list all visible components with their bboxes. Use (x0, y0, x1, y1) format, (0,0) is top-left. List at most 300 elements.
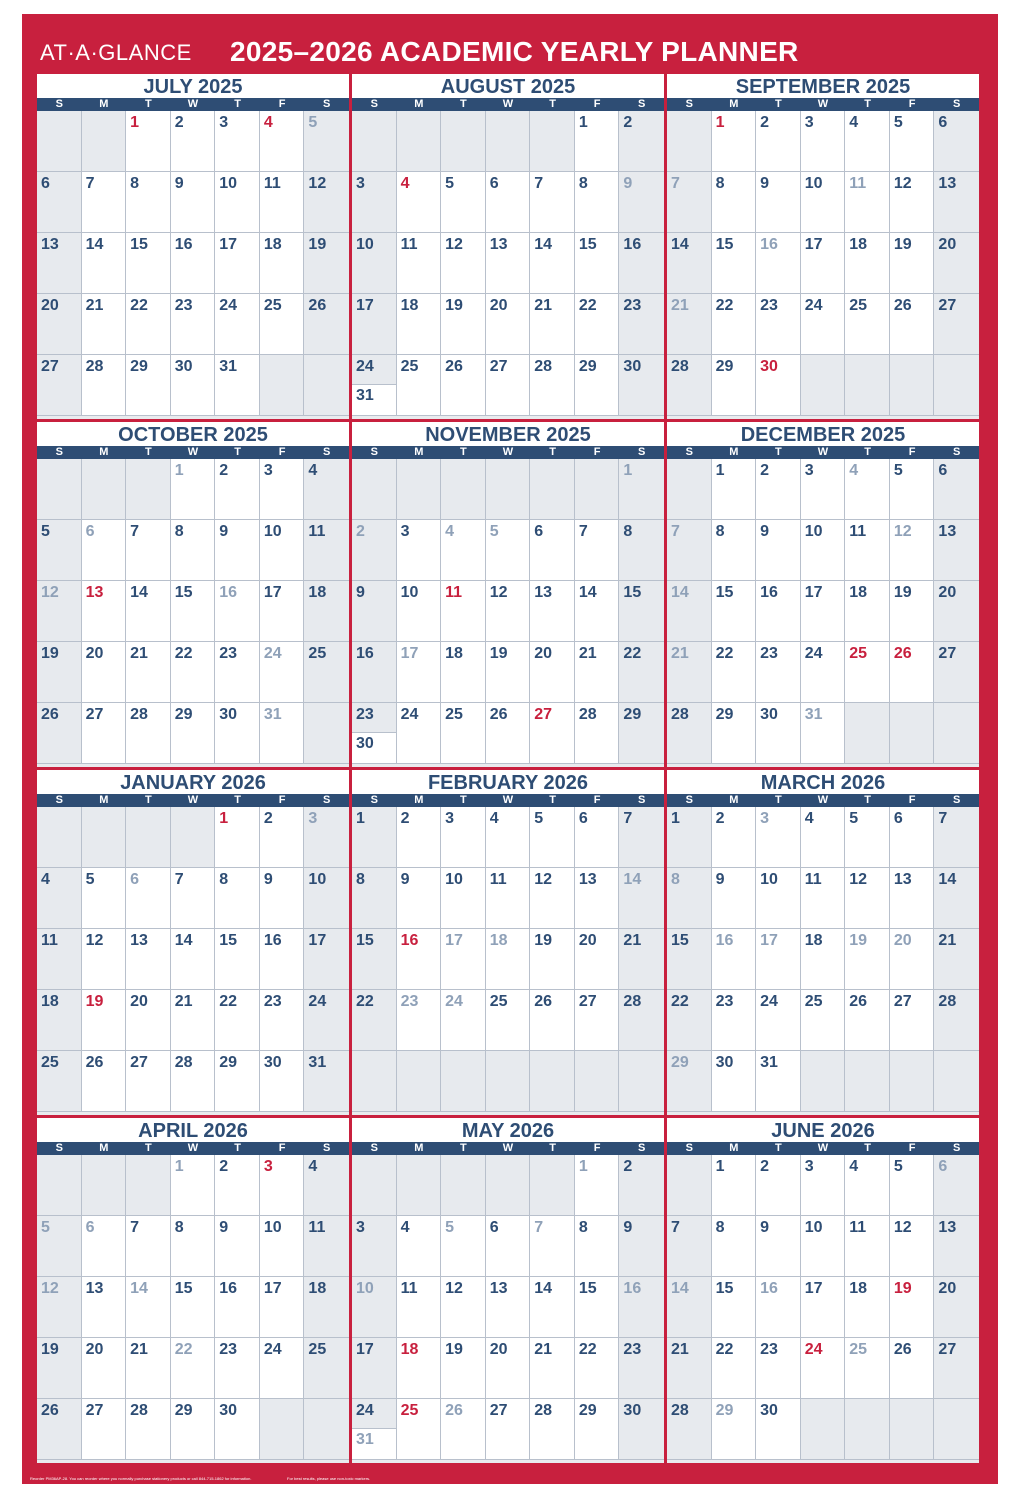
day-cell[interactable] (801, 294, 846, 355)
day-cell[interactable] (934, 642, 979, 703)
day-cell[interactable] (441, 294, 486, 355)
day-cell[interactable] (667, 1216, 712, 1277)
day-cell[interactable] (712, 868, 757, 929)
day-cell[interactable] (890, 233, 935, 294)
day-cell[interactable] (619, 581, 664, 642)
day-cell[interactable] (575, 1338, 620, 1399)
day-cell[interactable] (82, 1216, 127, 1277)
day-cell[interactable] (575, 990, 620, 1051)
day-cell[interactable] (756, 703, 801, 764)
day-cell[interactable] (667, 294, 712, 355)
day-cell[interactable] (441, 1277, 486, 1338)
day-cell[interactable] (619, 520, 664, 581)
day-cell[interactable] (801, 172, 846, 233)
day-cell[interactable] (801, 1155, 846, 1216)
day-cell[interactable] (397, 294, 442, 355)
day-cell[interactable] (126, 868, 171, 929)
day-cell[interactable] (712, 581, 757, 642)
day-cell[interactable] (304, 1277, 349, 1338)
day-cell[interactable] (171, 111, 216, 172)
day-cell[interactable] (530, 642, 575, 703)
day-cell[interactable] (215, 642, 260, 703)
day-cell[interactable] (575, 929, 620, 990)
day-cell[interactable] (890, 642, 935, 703)
day-cell[interactable] (82, 868, 127, 929)
day-cell[interactable] (619, 355, 664, 416)
day-cell[interactable] (304, 294, 349, 355)
day-cell[interactable] (890, 1216, 935, 1277)
day-cell[interactable] (934, 990, 979, 1051)
day-cell[interactable] (352, 1277, 397, 1338)
day-cell[interactable] (82, 929, 127, 990)
day-cell[interactable] (667, 1051, 712, 1112)
day-cell[interactable] (441, 929, 486, 990)
day-cell[interactable] (712, 1051, 757, 1112)
day-cell[interactable] (171, 703, 216, 764)
day-cell[interactable] (667, 581, 712, 642)
day-cell[interactable] (397, 1338, 442, 1399)
day-cell[interactable] (801, 642, 846, 703)
day-cell[interactable] (304, 990, 349, 1051)
day-cell[interactable] (82, 1338, 127, 1399)
day-cell[interactable] (530, 581, 575, 642)
day-cell[interactable] (845, 642, 890, 703)
day-cell[interactable] (441, 1338, 486, 1399)
day-cell[interactable] (801, 111, 846, 172)
day-cell[interactable] (712, 1277, 757, 1338)
day-cell[interactable] (260, 111, 305, 172)
day-cell[interactable] (845, 807, 890, 868)
day-cell[interactable] (126, 520, 171, 581)
day-cell[interactable] (37, 1338, 82, 1399)
day-cell[interactable] (756, 1399, 801, 1460)
day-cell[interactable] (397, 355, 442, 416)
day-cell[interactable] (82, 1399, 127, 1460)
day-cell[interactable] (801, 1277, 846, 1338)
day-cell[interactable] (575, 703, 620, 764)
day-cell[interactable] (171, 1277, 216, 1338)
day-cell[interactable] (126, 642, 171, 703)
day-cell[interactable] (304, 1216, 349, 1277)
day-cell[interactable] (37, 233, 82, 294)
day-cell[interactable] (845, 172, 890, 233)
day-cell[interactable] (215, 1338, 260, 1399)
day-cell[interactable] (171, 929, 216, 990)
day-cell[interactable] (37, 703, 82, 764)
day-cell[interactable] (712, 1338, 757, 1399)
day-cell[interactable] (575, 581, 620, 642)
day-cell[interactable] (260, 642, 305, 703)
day-cell[interactable] (82, 172, 127, 233)
day-cell[interactable] (352, 1338, 397, 1399)
day-cell[interactable] (171, 1399, 216, 1460)
day-cell[interactable] (756, 459, 801, 520)
day-cell[interactable] (304, 233, 349, 294)
day-cell[interactable] (575, 1277, 620, 1338)
day-cell[interactable] (397, 233, 442, 294)
day-cell[interactable] (82, 581, 127, 642)
day-cell[interactable] (215, 459, 260, 520)
day-cell[interactable] (934, 1338, 979, 1399)
day-cell[interactable] (126, 172, 171, 233)
day-cell[interactable] (82, 642, 127, 703)
day-cell[interactable] (486, 1216, 531, 1277)
day-cell[interactable] (890, 459, 935, 520)
day-cell[interactable] (530, 520, 575, 581)
day-cell[interactable] (171, 990, 216, 1051)
day-cell[interactable] (934, 172, 979, 233)
day-cell[interactable] (890, 1155, 935, 1216)
day-cell[interactable] (530, 990, 575, 1051)
day-cell[interactable] (352, 1399, 397, 1460)
day-cell[interactable] (486, 233, 531, 294)
day-cell[interactable] (934, 294, 979, 355)
day-cell[interactable] (934, 111, 979, 172)
day-cell[interactable] (890, 929, 935, 990)
day-cell[interactable] (37, 294, 82, 355)
day-cell[interactable] (37, 172, 82, 233)
day-cell[interactable] (397, 868, 442, 929)
day-cell[interactable] (934, 581, 979, 642)
day-cell[interactable] (756, 990, 801, 1051)
day-cell[interactable] (756, 868, 801, 929)
day-cell[interactable] (712, 172, 757, 233)
day-cell[interactable] (667, 642, 712, 703)
day-cell[interactable] (619, 807, 664, 868)
day-cell[interactable] (352, 294, 397, 355)
day-cell[interactable] (667, 807, 712, 868)
day-cell[interactable] (126, 703, 171, 764)
day-cell[interactable] (441, 642, 486, 703)
day-cell[interactable] (575, 233, 620, 294)
day-cell[interactable] (304, 1338, 349, 1399)
day-cell[interactable] (171, 1338, 216, 1399)
day-cell[interactable] (530, 1338, 575, 1399)
day-cell[interactable] (304, 642, 349, 703)
day-cell[interactable] (934, 868, 979, 929)
day-cell[interactable] (352, 355, 397, 416)
day-cell[interactable] (304, 172, 349, 233)
day-cell[interactable] (486, 294, 531, 355)
day-cell[interactable] (712, 294, 757, 355)
day-cell[interactable] (575, 1399, 620, 1460)
day-cell[interactable] (890, 990, 935, 1051)
day-cell[interactable] (82, 990, 127, 1051)
day-cell[interactable] (801, 233, 846, 294)
day-cell[interactable] (304, 929, 349, 990)
day-cell[interactable] (82, 233, 127, 294)
day-cell[interactable] (441, 1216, 486, 1277)
day-cell[interactable] (667, 1277, 712, 1338)
day-cell[interactable] (801, 459, 846, 520)
day-cell[interactable] (260, 703, 305, 764)
day-cell[interactable] (441, 807, 486, 868)
day-cell[interactable] (801, 807, 846, 868)
day-cell[interactable] (756, 1051, 801, 1112)
day-cell[interactable] (37, 520, 82, 581)
day-cell[interactable] (37, 929, 82, 990)
day-cell[interactable] (352, 990, 397, 1051)
day-cell[interactable] (215, 1155, 260, 1216)
day-cell[interactable] (619, 233, 664, 294)
day-cell[interactable] (575, 520, 620, 581)
day-cell[interactable] (441, 1399, 486, 1460)
day-cell[interactable] (712, 233, 757, 294)
day-cell[interactable] (619, 642, 664, 703)
day-cell[interactable] (126, 1338, 171, 1399)
day-cell[interactable] (260, 172, 305, 233)
day-cell[interactable] (756, 1338, 801, 1399)
day-cell[interactable] (934, 1277, 979, 1338)
day-cell[interactable] (934, 1155, 979, 1216)
day-cell[interactable] (486, 1338, 531, 1399)
day-cell[interactable] (801, 1338, 846, 1399)
day-cell[interactable] (712, 111, 757, 172)
day-cell[interactable] (82, 703, 127, 764)
day-cell[interactable] (575, 111, 620, 172)
day-cell[interactable] (171, 459, 216, 520)
day-cell[interactable] (756, 355, 801, 416)
day-cell[interactable] (934, 520, 979, 581)
day-cell[interactable] (619, 929, 664, 990)
day-cell[interactable] (397, 929, 442, 990)
day-cell[interactable] (575, 1155, 620, 1216)
day-cell[interactable] (82, 1277, 127, 1338)
day-cell[interactable] (126, 233, 171, 294)
day-cell[interactable] (397, 1277, 442, 1338)
day-cell[interactable] (171, 520, 216, 581)
day-cell[interactable] (260, 1216, 305, 1277)
day-cell[interactable] (712, 642, 757, 703)
day-cell[interactable] (441, 355, 486, 416)
day-cell[interactable] (530, 294, 575, 355)
day-cell[interactable] (397, 520, 442, 581)
day-cell[interactable] (304, 459, 349, 520)
day-cell[interactable] (37, 990, 82, 1051)
day-cell[interactable] (397, 1216, 442, 1277)
day-cell[interactable] (934, 459, 979, 520)
day-cell[interactable] (126, 1051, 171, 1112)
day-cell[interactable] (37, 1399, 82, 1460)
day-cell[interactable] (756, 1155, 801, 1216)
day-cell[interactable] (801, 1216, 846, 1277)
day-cell[interactable] (619, 294, 664, 355)
day-cell[interactable] (37, 1216, 82, 1277)
day-cell[interactable] (441, 703, 486, 764)
day-cell[interactable] (352, 233, 397, 294)
day-cell[interactable] (530, 355, 575, 416)
day-cell[interactable] (215, 355, 260, 416)
day-cell[interactable] (215, 520, 260, 581)
day-cell[interactable] (171, 294, 216, 355)
day-cell[interactable] (37, 1051, 82, 1112)
day-cell[interactable] (126, 929, 171, 990)
day-cell[interactable] (441, 172, 486, 233)
day-cell[interactable] (712, 807, 757, 868)
day-cell[interactable] (486, 990, 531, 1051)
day-cell[interactable] (845, 294, 890, 355)
day-cell[interactable] (845, 929, 890, 990)
day-cell[interactable] (667, 520, 712, 581)
day-cell[interactable] (845, 990, 890, 1051)
day-cell[interactable] (801, 990, 846, 1051)
day-cell[interactable] (215, 1399, 260, 1460)
day-cell[interactable] (304, 807, 349, 868)
day-cell-split[interactable] (352, 1428, 396, 1459)
day-cell[interactable] (845, 1155, 890, 1216)
day-cell[interactable] (486, 1399, 531, 1460)
day-cell[interactable] (352, 520, 397, 581)
day-cell[interactable] (756, 807, 801, 868)
day-cell[interactable] (934, 233, 979, 294)
day-cell[interactable] (890, 1277, 935, 1338)
day-cell[interactable] (530, 703, 575, 764)
day-cell[interactable] (619, 1399, 664, 1460)
day-cell[interactable] (126, 1216, 171, 1277)
day-cell[interactable] (37, 868, 82, 929)
day-cell[interactable] (934, 1216, 979, 1277)
day-cell[interactable] (530, 172, 575, 233)
day-cell[interactable] (575, 807, 620, 868)
day-cell[interactable] (890, 172, 935, 233)
day-cell[interactable] (575, 355, 620, 416)
day-cell[interactable] (934, 807, 979, 868)
day-cell[interactable] (304, 868, 349, 929)
day-cell[interactable] (260, 929, 305, 990)
day-cell[interactable] (486, 642, 531, 703)
day-cell[interactable] (171, 1216, 216, 1277)
day-cell[interactable] (890, 111, 935, 172)
day-cell[interactable] (845, 520, 890, 581)
day-cell[interactable] (845, 459, 890, 520)
day-cell[interactable] (215, 703, 260, 764)
day-cell[interactable] (82, 294, 127, 355)
day-cell[interactable] (352, 929, 397, 990)
day-cell[interactable] (260, 581, 305, 642)
day-cell[interactable] (260, 868, 305, 929)
day-cell[interactable] (260, 294, 305, 355)
day-cell[interactable] (712, 520, 757, 581)
day-cell[interactable] (667, 868, 712, 929)
day-cell[interactable] (619, 1216, 664, 1277)
day-cell[interactable] (619, 1277, 664, 1338)
day-cell[interactable] (530, 1399, 575, 1460)
day-cell[interactable] (304, 111, 349, 172)
day-cell[interactable] (801, 581, 846, 642)
day-cell[interactable] (530, 807, 575, 868)
day-cell[interactable] (441, 520, 486, 581)
day-cell[interactable] (441, 868, 486, 929)
day-cell[interactable] (304, 520, 349, 581)
day-cell[interactable] (215, 990, 260, 1051)
day-cell[interactable] (934, 929, 979, 990)
day-cell[interactable] (126, 1399, 171, 1460)
day-cell[interactable] (397, 990, 442, 1051)
day-cell[interactable] (352, 581, 397, 642)
day-cell[interactable] (575, 868, 620, 929)
day-cell[interactable] (215, 111, 260, 172)
day-cell[interactable] (756, 294, 801, 355)
day-cell[interactable] (756, 520, 801, 581)
day-cell[interactable] (845, 581, 890, 642)
day-cell[interactable] (575, 172, 620, 233)
day-cell[interactable] (82, 1051, 127, 1112)
day-cell[interactable] (171, 233, 216, 294)
day-cell[interactable] (890, 581, 935, 642)
day-cell[interactable] (126, 581, 171, 642)
day-cell[interactable] (486, 868, 531, 929)
day-cell[interactable] (801, 868, 846, 929)
day-cell[interactable] (712, 459, 757, 520)
day-cell[interactable] (215, 1051, 260, 1112)
day-cell[interactable] (260, 520, 305, 581)
day-cell[interactable] (486, 520, 531, 581)
day-cell[interactable] (712, 1155, 757, 1216)
day-cell[interactable] (712, 703, 757, 764)
day-cell[interactable] (352, 703, 397, 764)
day-cell[interactable] (171, 1051, 216, 1112)
day-cell[interactable] (304, 1051, 349, 1112)
day-cell[interactable] (530, 1277, 575, 1338)
day-cell[interactable] (171, 642, 216, 703)
day-cell[interactable] (215, 233, 260, 294)
day-cell[interactable] (215, 929, 260, 990)
day-cell[interactable] (890, 807, 935, 868)
day-cell[interactable] (667, 1338, 712, 1399)
day-cell[interactable] (801, 929, 846, 990)
day-cell[interactable] (397, 1399, 442, 1460)
day-cell[interactable] (890, 294, 935, 355)
day-cell[interactable] (171, 1155, 216, 1216)
day-cell[interactable] (575, 294, 620, 355)
day-cell[interactable] (441, 581, 486, 642)
day-cell[interactable] (352, 868, 397, 929)
day-cell[interactable] (126, 294, 171, 355)
day-cell[interactable] (530, 233, 575, 294)
day-cell[interactable] (667, 929, 712, 990)
day-cell[interactable] (215, 294, 260, 355)
day-cell[interactable] (171, 355, 216, 416)
day-cell[interactable] (667, 703, 712, 764)
day-cell[interactable] (126, 111, 171, 172)
day-cell[interactable] (619, 868, 664, 929)
day-cell[interactable] (260, 1155, 305, 1216)
day-cell[interactable] (215, 1277, 260, 1338)
day-cell[interactable] (486, 1277, 531, 1338)
day-cell[interactable] (619, 459, 664, 520)
day-cell[interactable] (486, 929, 531, 990)
day-cell[interactable] (890, 520, 935, 581)
day-cell[interactable] (667, 355, 712, 416)
day-cell[interactable] (530, 1216, 575, 1277)
day-cell[interactable] (441, 990, 486, 1051)
day-cell[interactable] (619, 172, 664, 233)
day-cell[interactable] (352, 807, 397, 868)
day-cell[interactable] (215, 1216, 260, 1277)
day-cell[interactable] (801, 520, 846, 581)
day-cell[interactable] (260, 233, 305, 294)
day-cell[interactable] (352, 1216, 397, 1277)
day-cell[interactable] (619, 111, 664, 172)
day-cell[interactable] (260, 1051, 305, 1112)
day-cell[interactable] (801, 703, 846, 764)
day-cell[interactable] (352, 642, 397, 703)
day-cell[interactable] (845, 868, 890, 929)
day-cell[interactable] (890, 1338, 935, 1399)
day-cell[interactable] (215, 581, 260, 642)
day-cell[interactable] (756, 111, 801, 172)
day-cell[interactable] (397, 703, 442, 764)
